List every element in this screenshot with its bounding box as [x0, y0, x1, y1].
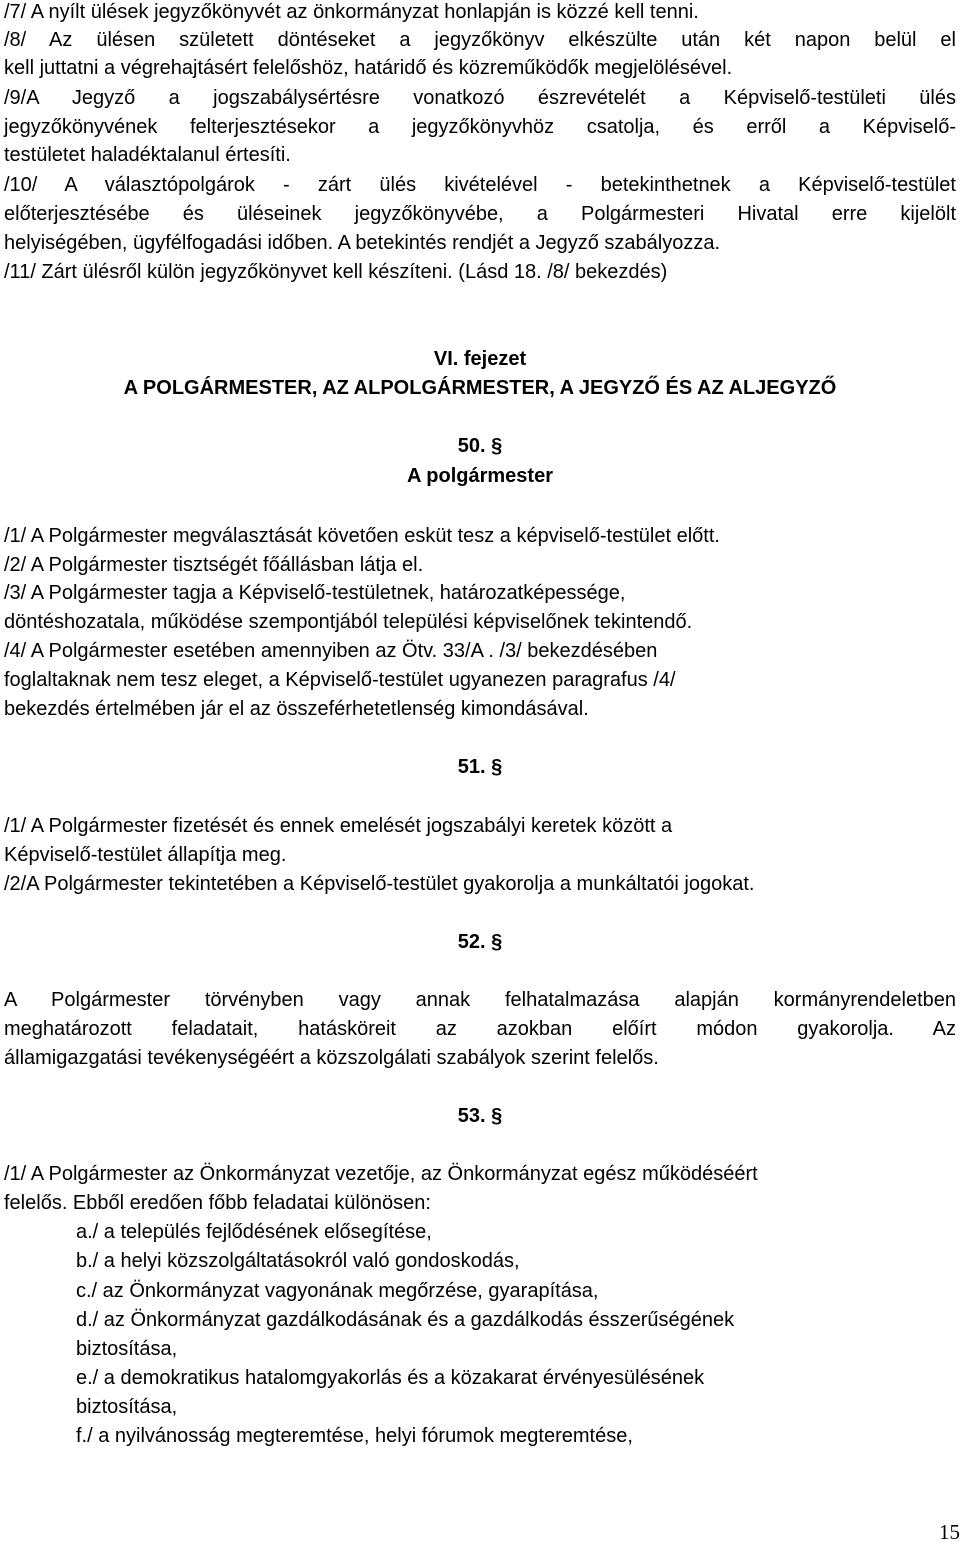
section-50-line-3: /3/ A Polgármester tagja a Képviselő-testületnek, határozatképessége, [4, 582, 626, 604]
section-50-heading: 50. § [457, 435, 503, 457]
section-53-line-2: felelős. Ebből eredően főbb feladatai különösen: [4, 1192, 431, 1214]
list-item-continuation: biztosítása, [76, 1338, 178, 1360]
section-52-line-3: államigazgatási tevékenységéért a közszolgálati szabályok szerint felelős. [4, 1047, 659, 1069]
chapter-number: VI. fejezet [433, 348, 527, 370]
list-item: b./ a helyi közszolgáltatásokról való gondoskodás, [76, 1250, 520, 1272]
paragraph-7: /7/ A nyílt ülések jegyzőkönyvét az önkormányzat honlapján is közzé kell tenni. [4, 1, 699, 23]
section-50-line-4: döntéshozatala, működése szempontjából települési képviselőnek tekintendő. [4, 611, 693, 633]
section-51-line-2: Képviselő-testület állapítja meg. [4, 844, 287, 866]
list-item: e./ a demokratikus hatalomgyakorlás és a közakarat érvényesülésének [76, 1367, 705, 1389]
paragraph-9-line-3: testületet haladéktalanul értesíti. [4, 144, 291, 166]
section-52-line-2: meghatározott feladatait, hatásköreit az azokban előírt módon gyakorolja. Az [4, 1018, 956, 1040]
section-52-heading: 52. § [457, 931, 503, 953]
chapter-title: A POLGÁRMESTER, AZ ALPOLGÁRMESTER, A JEGYZŐ ÉS AZ ALJEGYZŐ [123, 377, 837, 399]
section-51-heading: 51. § [457, 756, 503, 778]
list-item: f./ a nyilvánosság megteremtése, helyi fórumok megteremtése, [76, 1425, 633, 1447]
section-50-line-5: /4/ A Polgármester esetében amennyiben az Ötv. 33/A . /3/ bekezdésében [4, 640, 658, 662]
paragraph-10-line-2: előterjesztésébe és üléseinek jegyzőkönyvébe, a Polgármesteri Hivatal erre kijelölt [4, 203, 956, 225]
paragraph-8-line-2: kell juttatni a végrehajtásért felelőshöz, határidő és közreműködők megjelölésével. [4, 57, 733, 79]
paragraph-11: /11/ Zárt ülésről külön jegyzőkönyvet kell készíteni. (Lásd 18. /8/ bekezdés) [4, 261, 668, 283]
paragraph-9-line-1: /9/A Jegyző a jogszabálysértésre vonatkozó észrevételét a Képviselő-testületi ülés [4, 87, 956, 109]
list-item: a./ a település fejlődésének elősegítése, [76, 1221, 432, 1243]
list-item: c./ az Önkormányzat vagyonának megőrzése, gyarapítása, [76, 1280, 599, 1302]
section-50-line-1: /1/ A Polgármester megválasztását követően esküt tesz a képviselő-testület előtt. [4, 525, 720, 547]
section-50-line-6: foglaltaknak nem tesz eleget, a Képviselő-testület ugyanezen paragrafus /4/ [4, 669, 676, 691]
section-symbol: § [491, 435, 503, 457]
paragraph-9-line-2: jegyzőkönyvének felterjesztésekor a jegyzőkönyvhöz csatolja, és erről a Képviselő- [4, 116, 956, 138]
paragraph-10-line-3: helyiségében, ügyfélfogadási időben. A betekintés rendjét a Jegyző szabályozza. [4, 232, 721, 254]
paragraph-8-line-1: /8/ Az ülésen született döntéseket a jegyzőkönyv elkészülte után két napon belül el [4, 29, 956, 51]
list-item: d./ az Önkormányzat gazdálkodásának és a gazdálkodás ésszerűségének [76, 1309, 735, 1331]
section-symbol: § [491, 756, 503, 778]
section-50-line-2: /2/ A Polgármester tisztségét főállásban látja el. [4, 554, 424, 576]
section-symbol: § [491, 1105, 503, 1127]
section-51-line-3: /2/A Polgármester tekintetében a Képviselő-testület gyakorolja a munkáltatói jogokat. [4, 873, 755, 895]
section-50-line-7: bekezdés értelmében jár el az összeférhetetlenség kimondásával. [4, 698, 589, 720]
page-number: 15 [939, 1520, 960, 1544]
section-53-line-1: /1/ A Polgármester az Önkormányzat vezetője, az Önkormányzat egész működéséért [4, 1163, 758, 1185]
list-item-continuation: biztosítása, [76, 1396, 178, 1418]
section-symbol: § [491, 931, 503, 953]
section-52-line-1: A Polgármester törvényben vagy annak felhatalmazása alapján kormányrendeletben [4, 989, 956, 1011]
section-51-line-1: /1/ A Polgármester fizetését és ennek emelését jogszabályi keretek között a [4, 815, 673, 837]
section-50-subtitle: A polgármester [407, 465, 553, 487]
paragraph-10-line-1: /10/ A választópolgárok - zárt ülés kivételével - betekinthetnek a Képviselő-testület [4, 174, 956, 196]
section-53-heading: 53. § [457, 1105, 503, 1127]
